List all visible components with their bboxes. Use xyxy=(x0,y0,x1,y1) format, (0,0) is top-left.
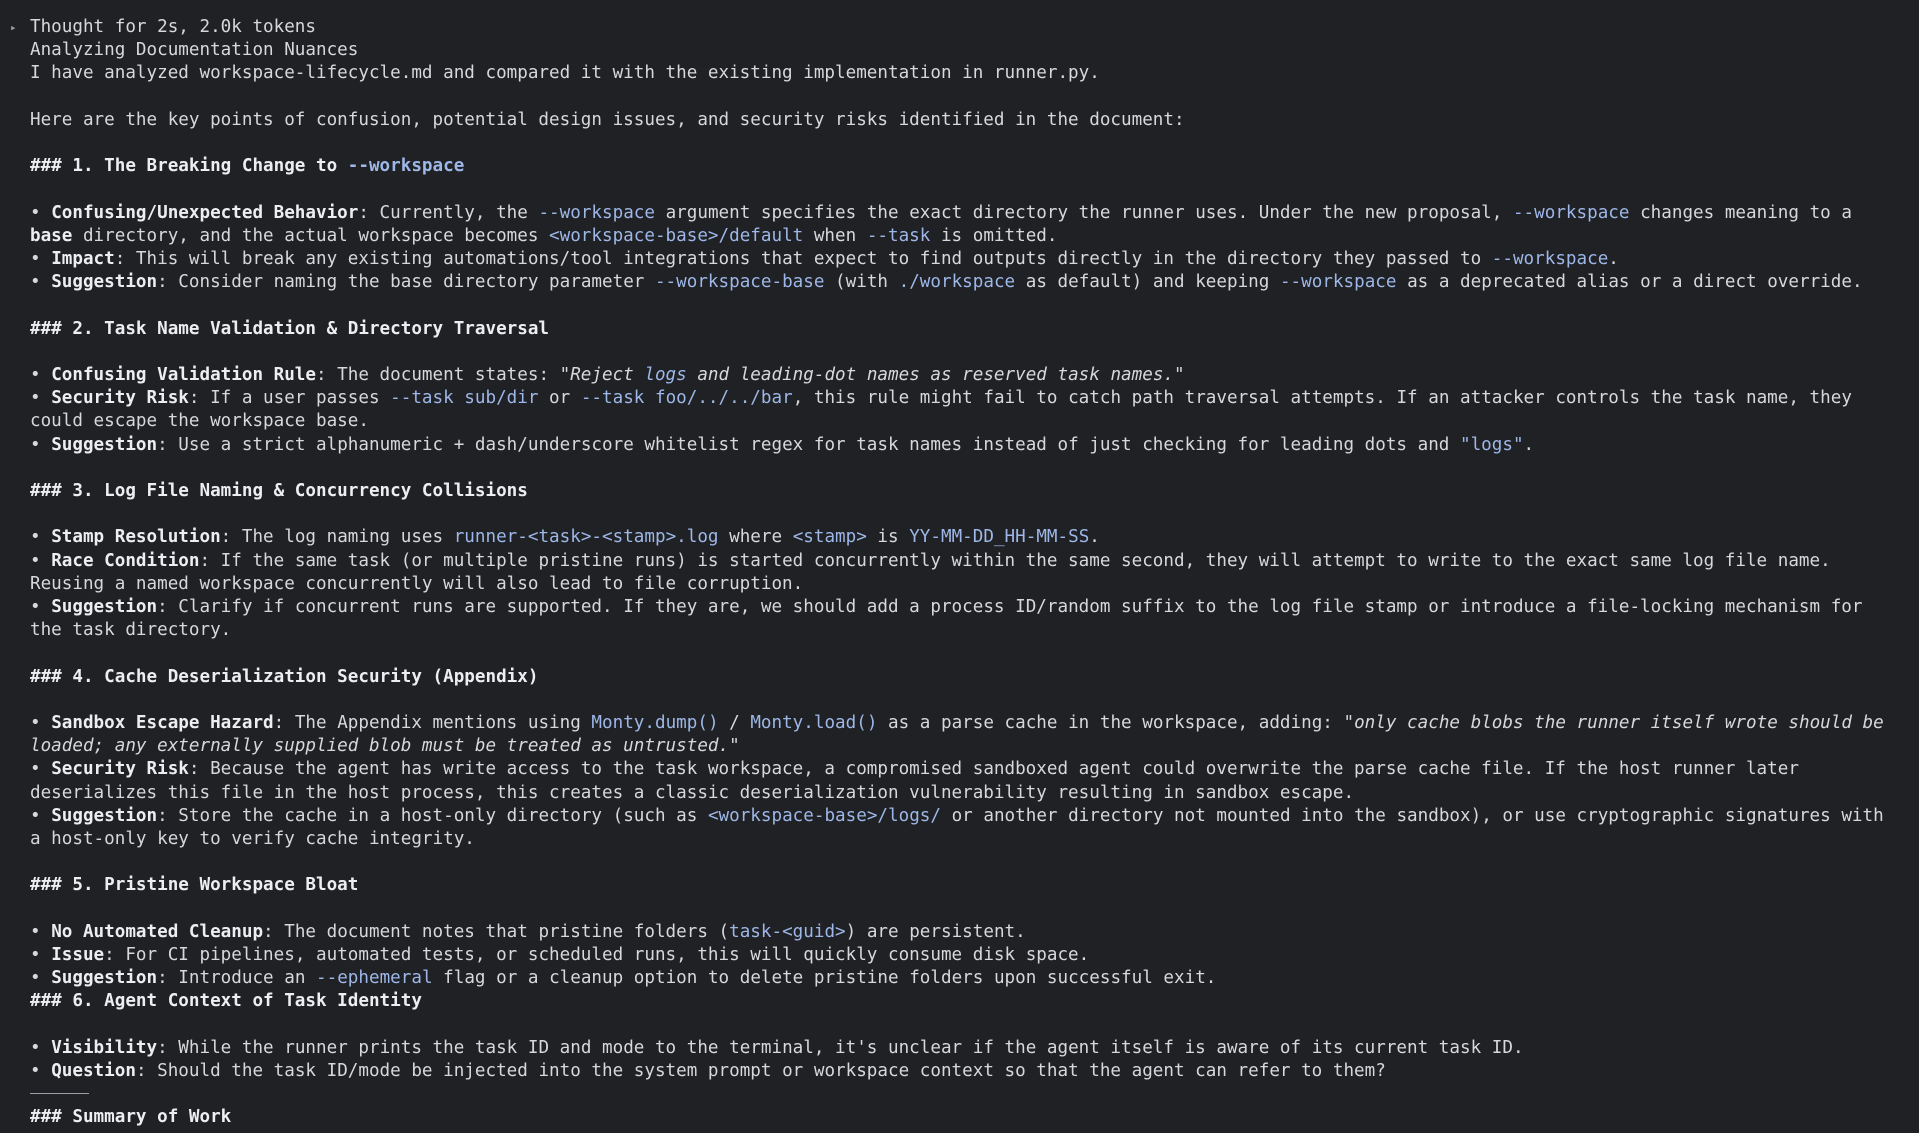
bullet-item: • Visibility: While the runner prints the task ID and mode to the terminal, it's unclear if the agent itself is aware of its current task ID. xyxy=(30,1037,1524,1058)
bullet-glyph: • xyxy=(30,272,52,293)
bullet-item: • Race Condition: If the same task (or multiple pristine runs) is started concurrently within the same second, they will attempt to write to the exact same log file name. Reusing a named workspace concurrently will also lead to file corruption. xyxy=(30,550,1842,594)
section-heading: ### 4. Cache Deserialization Security (Appendix) xyxy=(30,666,539,687)
bullet-item: • Suggestion: Use a strict alphanumeric + dash/underscore whitelist regex for task names instead of just checking for leading dots and "logs". xyxy=(30,434,1535,455)
bullet-item: • Security Risk: If a user passes --task sub/dir or --task foo/../../bar, this rule might fail to catch path traversal attempts. If an attacker controls the task name, they could escape the workspace base. xyxy=(30,388,1863,432)
bullet-glyph: • xyxy=(30,202,52,223)
bullet-item: • Issue: For CI pipelines, automated tests, or scheduled runs, this will quickly consume disk space. xyxy=(30,944,1090,965)
bullet-glyph: • xyxy=(30,921,52,942)
section-heading: ### 1. The Breaking Change to --workspace xyxy=(30,156,465,177)
chat-message xyxy=(30,16,1895,1129)
collapse-toggle-icon[interactable]: ▸ xyxy=(10,21,17,34)
bullet-item: • Suggestion: Clarify if concurrent runs are supported. If they are, we should add a process ID/random suffix to the log file stamp or introduce a file-locking mechanism for the task directory. xyxy=(30,596,1874,641)
bullet-glyph: • xyxy=(30,759,52,780)
bullet-glyph: • xyxy=(30,527,52,548)
intro-line: I have analyzed workspace-lifecycle.md and compared it with the existing implementation in runner.py. xyxy=(30,63,1100,84)
bullet-item: • Suggestion: Store the cache in a host-only directory (such as <workspace-base>/logs/ or another directory not mounted into the sandbox), or use cryptographic signatures with a host-only key to verify cache integrity. xyxy=(30,805,1895,849)
horizontal-rule xyxy=(30,1093,89,1094)
bullet-item: • Stamp Resolution: The log naming uses runner-<task>-<stamp>.log where <stamp> is YY-MM-DD_HH-MM-SS. xyxy=(30,527,1100,548)
bullet-glyph: • xyxy=(30,944,52,965)
bullet-glyph: • xyxy=(30,550,52,571)
bullet-item: • Confusing/Unexpected Behavior: Currently, the --workspace argument specifies the exact directory the runner uses. Under the new proposal, --workspace changes meaning to a base directory, and the actual workspace becomes <workspace-base>/default when --task is omitted. xyxy=(30,202,1863,246)
bullet-glyph: • xyxy=(30,1060,52,1081)
bullet-item: • Security Risk: Because the agent has write access to the task workspace, a compromised sandboxed agent could overwrite the parse cache file. If the host runner later deserializes this file in the host process, this creates a classic deserialization vulnerability resulting in sandbox escape. xyxy=(30,759,1810,803)
bullet-glyph: • xyxy=(30,1037,52,1058)
bullet-item: • No Automated Cleanup: The document notes that pristine folders (task-<guid>) are persistent. xyxy=(30,921,1026,942)
bullet-item: • Sandbox Escape Hazard: The Appendix mentions using Monty.dump() / Monty.load() as a parse cache in the workspace, adding: "only cache blobs the runner itself wrote should be loaded; any externally supplied blob must be treated as untrusted." xyxy=(30,712,1895,757)
bullet-glyph: • xyxy=(30,596,52,617)
bullet-item: • Impact: This will break any existing automations/tool integrations that expect to find outputs directly in the directory they passed to --workspace. xyxy=(30,248,1619,269)
section-heading: ### 3. Log File Naming & Concurrency Collisions xyxy=(30,480,528,501)
intro-line: Here are the key points of confusion, potential design issues, and security risks identified in the document: xyxy=(30,109,1185,130)
section-heading: ### Summary of Work xyxy=(30,1107,232,1128)
bullet-item: • Question: Should the task ID/mode be injected into the system prompt or workspace context so that the agent can refer to them? xyxy=(30,1060,1386,1081)
bullet-item: • Suggestion: Introduce an --ephemeral flag or a cleanup option to delete pristine folders upon successful exit. xyxy=(30,968,1217,989)
bullet-glyph: • xyxy=(30,968,52,989)
thought-title: Analyzing Documentation Nuances xyxy=(30,40,359,61)
section-heading: ### 5. Pristine Workspace Bloat xyxy=(30,875,359,896)
bullet-glyph: • xyxy=(30,248,52,269)
bullet-glyph: • xyxy=(30,805,52,826)
bullet-item: • Suggestion: Consider naming the base directory parameter --workspace-base (with ./workspace as default) and keeping --workspace as a deprecated alias or a direct override. xyxy=(30,272,1863,293)
section-heading: ### 6. Agent Context of Task Identity xyxy=(30,991,422,1012)
bullet-glyph: • xyxy=(30,712,52,733)
section-heading: ### 2. Task Name Validation & Directory Traversal xyxy=(30,318,550,339)
thought-label[interactable]: Thought for 2s, 2.0k tokens xyxy=(30,17,316,37)
bullet-glyph: • xyxy=(30,364,52,385)
bullet-glyph: • xyxy=(30,388,52,409)
bullet-glyph: • xyxy=(30,434,52,455)
bullet-item: • Confusing Validation Rule: The document states: "Reject logs and leading-dot names as reserved task names." xyxy=(30,364,1185,385)
